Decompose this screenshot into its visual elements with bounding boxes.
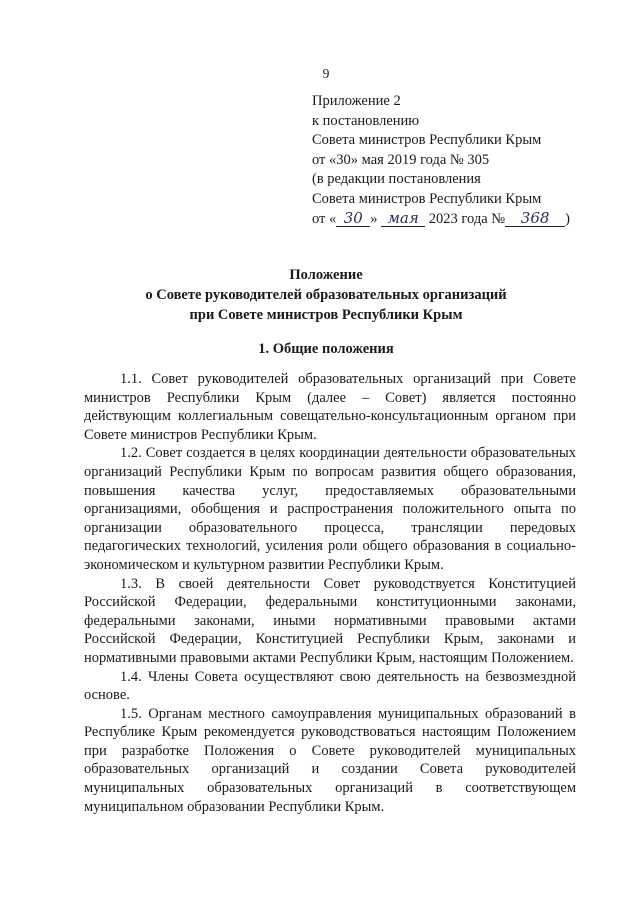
title-line-2: о Совете руководителей образовательных организаций	[145, 287, 507, 303]
paragraph-1-2: 1.2. Совет создается в целях координации деятельности образовательных организаций Республики Крым по вопросам развития общего образования, повышения качества услуг, предоставляемых образовательными организациями, обобщения и распространения положительного опыта по организации образовательного процесса, трансляции передовых педагогических технологий, усиления роли общего образования в социально-экономическом и культурном развитии Республики Крым.	[84, 445, 576, 573]
annex-line-2: к постановлению	[312, 112, 420, 129]
annex-line-7-prefix: от «	[312, 210, 337, 227]
paragraph-1-4: 1.4. Члены Совета осуществляют свою деятельность на безвозмездной основе.	[84, 668, 576, 704]
annex-line-5: (в редакции постановления	[312, 171, 481, 188]
annex-line-7	[312, 210, 592, 230]
paragraph-1-3: 1.3. В своей деятельности Совет руководствуется Конституцией Российской Федерации, федеральными конституционными законами, федеральными законами, иными нормативными правовыми актами Российской Федерации, Конституцией Республики Крым, законами и нормативными правовыми актами Республики Крым, настоящим Положением.	[84, 575, 576, 666]
title-line-1: Положение	[289, 267, 363, 283]
annex-line-4: от «30» мая 2019 года № 305	[312, 151, 490, 168]
annex-block	[312, 92, 592, 229]
title-line-3: при Совете министров Республики Крым	[189, 307, 463, 323]
annex-line-7-suffix: )	[565, 210, 570, 227]
annex-line-7-year: 2023 года №	[428, 210, 506, 227]
annex-line-7-mid: »	[370, 210, 378, 227]
handwritten-day: 30	[336, 211, 370, 227]
section-body	[84, 370, 576, 816]
annex-line-3: Совета министров Республики Крым	[312, 132, 542, 149]
page-number: 9	[322, 66, 330, 81]
annex-line-6: Совета министров Республики Крым	[312, 190, 542, 207]
paragraph-1-1: 1.1. Совет руководителей образовательных организаций при Совете министров Республики Крым (далее – Совет) является постоянно действующим коллегиальным совещательно-консультационным органом при Совете министров Республики Крым.	[84, 371, 576, 443]
document-title	[0, 265, 640, 325]
paragraph-1-5: 1.5. Органам местного самоуправления муниципальных образований в Республике Крым рекомендуется руководствоваться настоящим Положением при разработке Положения о Совете руководителей муниципальных образовательных организаций и создании Совета руководителей муниципальных образовательных организаций в соответствующем муниципальном образовании Республики Крым.	[84, 705, 576, 815]
handwritten-month: мая	[381, 211, 425, 227]
section-heading: 1. Общие положения	[258, 341, 394, 357]
handwritten-number: 368	[505, 211, 565, 227]
annex-line-1: Приложение 2	[312, 93, 401, 109]
